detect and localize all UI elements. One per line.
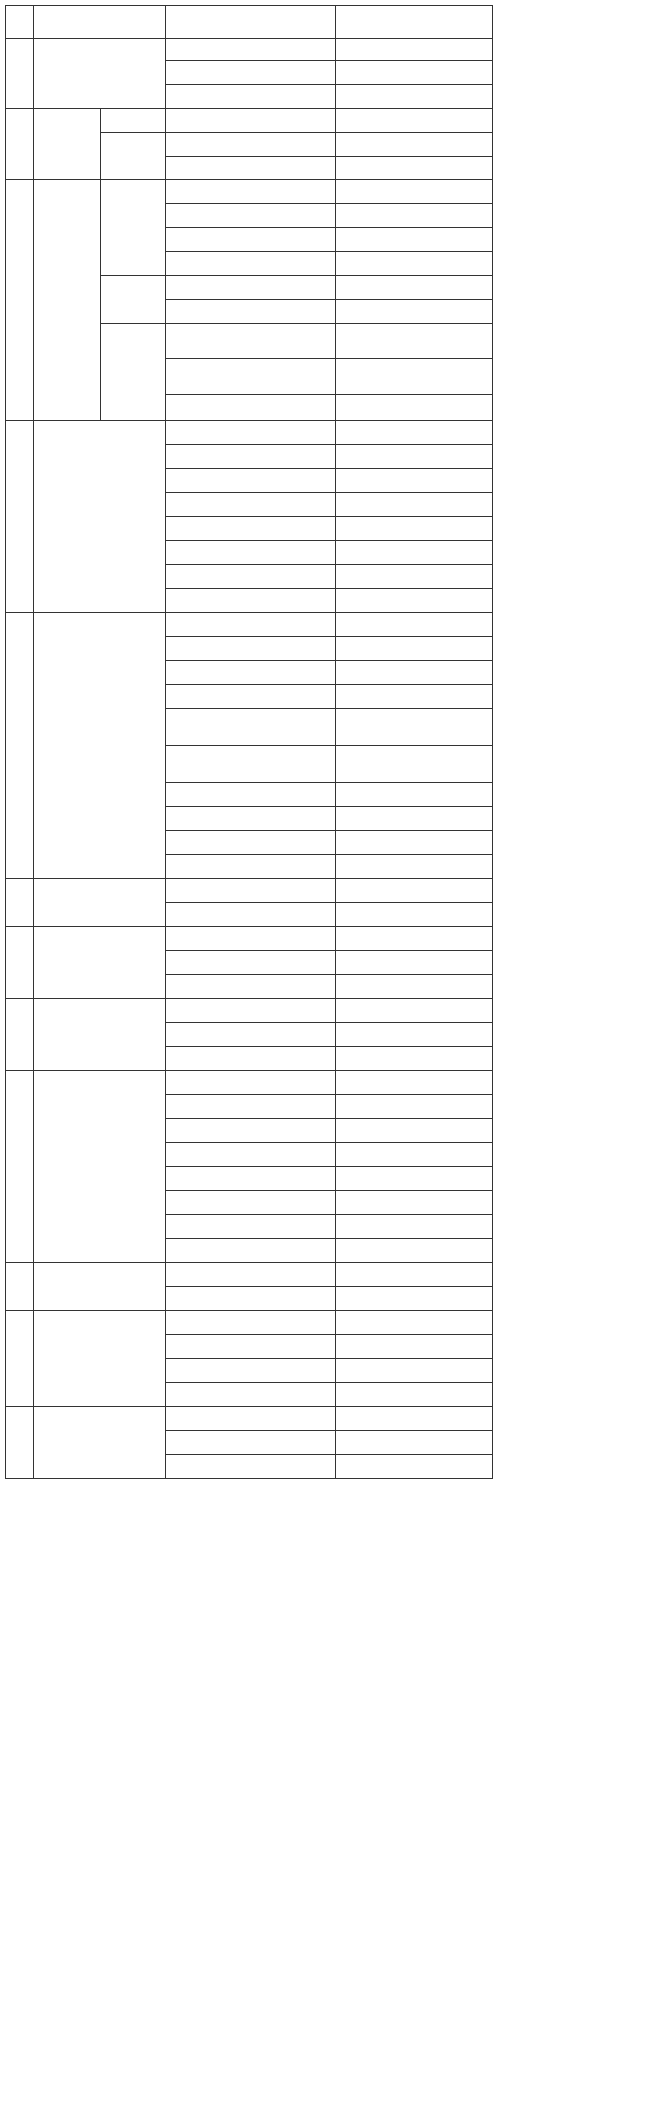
table-rule: [165, 5, 166, 1478]
table-rule: [335, 5, 336, 1478]
table-rule: [5, 612, 493, 613]
table-rule: [165, 974, 493, 975]
table-rule: [165, 299, 493, 300]
table-rule: [165, 492, 493, 493]
table-rule: [165, 1358, 493, 1359]
table-rule: [5, 998, 493, 999]
table-rule: [165, 251, 493, 252]
table-rule: [165, 156, 493, 157]
table-rule: [5, 1262, 493, 1263]
table-rule: [165, 564, 493, 565]
table-rule: [5, 1406, 493, 1407]
table-rule: [100, 275, 166, 276]
table-rule: [165, 275, 493, 276]
table-rule: [165, 745, 493, 746]
table-rule: [165, 84, 493, 85]
table-rule: [165, 323, 493, 324]
table-rule: [165, 203, 493, 204]
table-rule: [165, 468, 493, 469]
table-rule: [165, 1430, 493, 1431]
table-rule: [5, 1478, 493, 1479]
table-rule: [165, 830, 493, 831]
table-rule: [165, 950, 493, 951]
table-rule: [165, 1046, 493, 1047]
table-rule: [165, 854, 493, 855]
table-rule: [165, 394, 493, 395]
table-rule: [165, 1334, 493, 1335]
table-rule: [165, 1022, 493, 1023]
table-rule: [5, 1310, 493, 1311]
table-rule: [100, 108, 101, 179]
table-rule: [165, 1094, 493, 1095]
table-rule: [165, 588, 493, 589]
table-rule: [165, 1190, 493, 1191]
table-rule: [165, 132, 493, 133]
table-rule: [165, 60, 493, 61]
table-rule: [165, 444, 493, 445]
table-rule: [165, 1286, 493, 1287]
table-rule: [165, 358, 493, 359]
table-rule: [165, 782, 493, 783]
table-rule: [5, 5, 493, 6]
table-rule: [165, 516, 493, 517]
table-rule: [165, 1214, 493, 1215]
table-rule: [492, 5, 493, 1478]
table-rule: [165, 1454, 493, 1455]
table-rule: [5, 38, 493, 39]
table-rule: [165, 1166, 493, 1167]
table-rule: [165, 660, 493, 661]
table-rule: [165, 902, 493, 903]
table-rule: [5, 179, 493, 180]
table-rule: [165, 684, 493, 685]
table-rule: [165, 227, 493, 228]
table-rule: [5, 926, 493, 927]
table-rule: [5, 420, 493, 421]
table-rule: [165, 806, 493, 807]
table-rule: [100, 179, 101, 420]
table-rule: [100, 132, 166, 133]
table-rule: [5, 1070, 493, 1071]
table-rule: [165, 540, 493, 541]
table-rule: [5, 878, 493, 879]
table-rule: [100, 323, 166, 324]
table-rule: [5, 108, 493, 109]
table-rule: [33, 5, 34, 1478]
table-rule: [5, 5, 6, 1478]
table-rule: [165, 1238, 493, 1239]
table-rule: [165, 636, 493, 637]
table-rule: [165, 1118, 493, 1119]
table-rule: [165, 1142, 493, 1143]
table-rule: [165, 708, 493, 709]
table-rule: [165, 1382, 493, 1383]
